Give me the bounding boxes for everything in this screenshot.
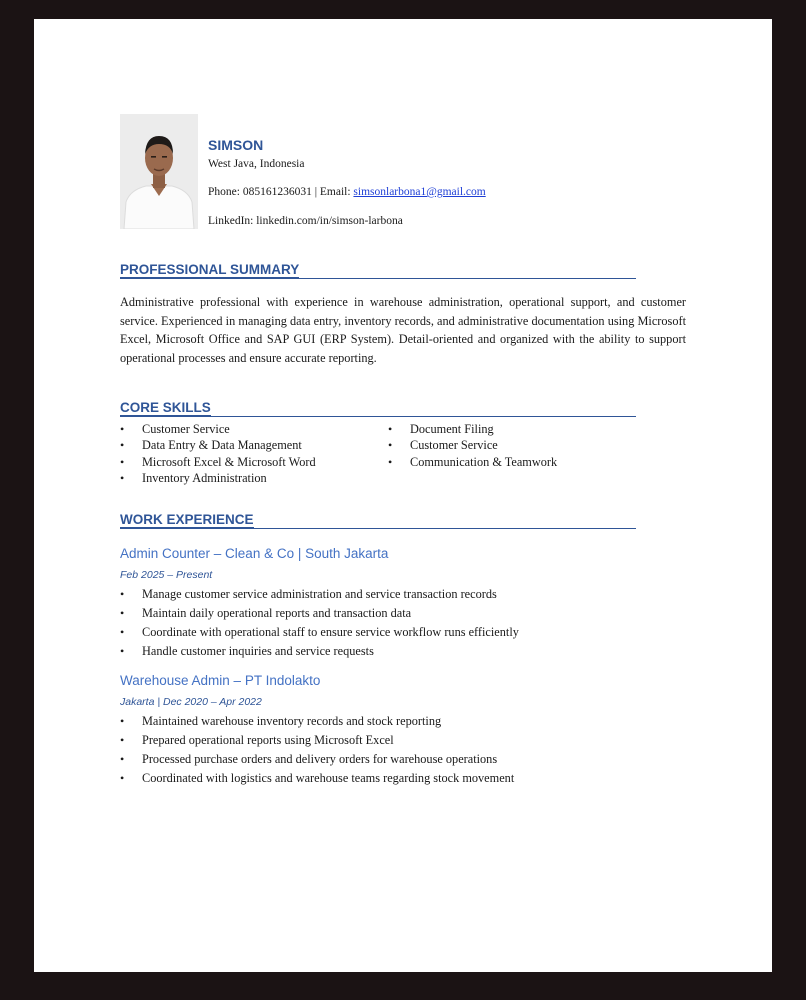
phone-text: Phone: 085161236031 | Email: (208, 186, 354, 198)
linkedin: LinkedIn: linkedin.com/in/simson-larbona (208, 215, 403, 227)
resume-page (34, 19, 772, 972)
skill-item: • Customer Service (120, 421, 316, 437)
skills-heading: CORE SKILLS (120, 399, 636, 417)
contact-line (208, 186, 486, 198)
experience-heading: WORK EXPERIENCE (120, 511, 636, 529)
list-item: • Maintained warehouse inventory records and stock reporting (120, 712, 514, 731)
job-title: Warehouse Admin – PT Indolakto (120, 673, 321, 688)
profile-photo (120, 114, 198, 229)
summary-text: Administrative professional with experience in warehouse administration, operational support, and customer service. Experienced in managing data entry, inventory records, and administrative documentation using Microsoft Excel, Microsoft Office and SAP GUI (ERP System). Detail-oriented and organized with the ability to support operational processes and ensure accurate reporting. (120, 295, 686, 365)
skill-item: • Document Filing (388, 421, 557, 437)
job-date: Jakarta | Dec 2020 – Apr 2022 (120, 696, 262, 708)
skill-item: • Customer Service (388, 437, 557, 453)
list-item: • Processed purchase orders and delivery orders for warehouse operations (120, 750, 514, 769)
skill-item: • Communication & Teamwork (388, 454, 557, 470)
location: West Java, Indonesia (208, 158, 305, 170)
skills-list-left (120, 421, 316, 486)
job-bullets (120, 585, 519, 661)
list-item: • Prepared operational reports using Microsoft Excel (120, 731, 514, 750)
skill-item: • Data Entry & Data Management (120, 437, 316, 453)
list-item: • Maintain daily operational reports and transaction data (120, 604, 519, 623)
list-item: • Coordinated with logistics and warehouse teams regarding stock movement (120, 769, 514, 788)
job-date: Feb 2025 – Present (120, 569, 213, 581)
list-item: • Handle customer inquiries and service requests (120, 642, 519, 661)
summary-heading: PROFESSIONAL SUMMARY (120, 261, 636, 279)
list-item: • Manage customer service administration and service transaction records (120, 585, 519, 604)
skills-list-right (388, 421, 557, 470)
skill-item: • Microsoft Excel & Microsoft Word (120, 454, 316, 470)
candidate-name: SIMSON (208, 137, 264, 153)
job-title: Admin Counter – Clean & Co | South Jakarta (120, 546, 389, 561)
job-bullets (120, 712, 514, 788)
email-link[interactable]: simsonlarbona1@gmail.com (353, 186, 486, 198)
person-photo-icon (120, 114, 198, 229)
list-item: • Coordinate with operational staff to ensure service workflow runs efficiently (120, 623, 519, 642)
skill-item: • Inventory Administration (120, 470, 316, 486)
